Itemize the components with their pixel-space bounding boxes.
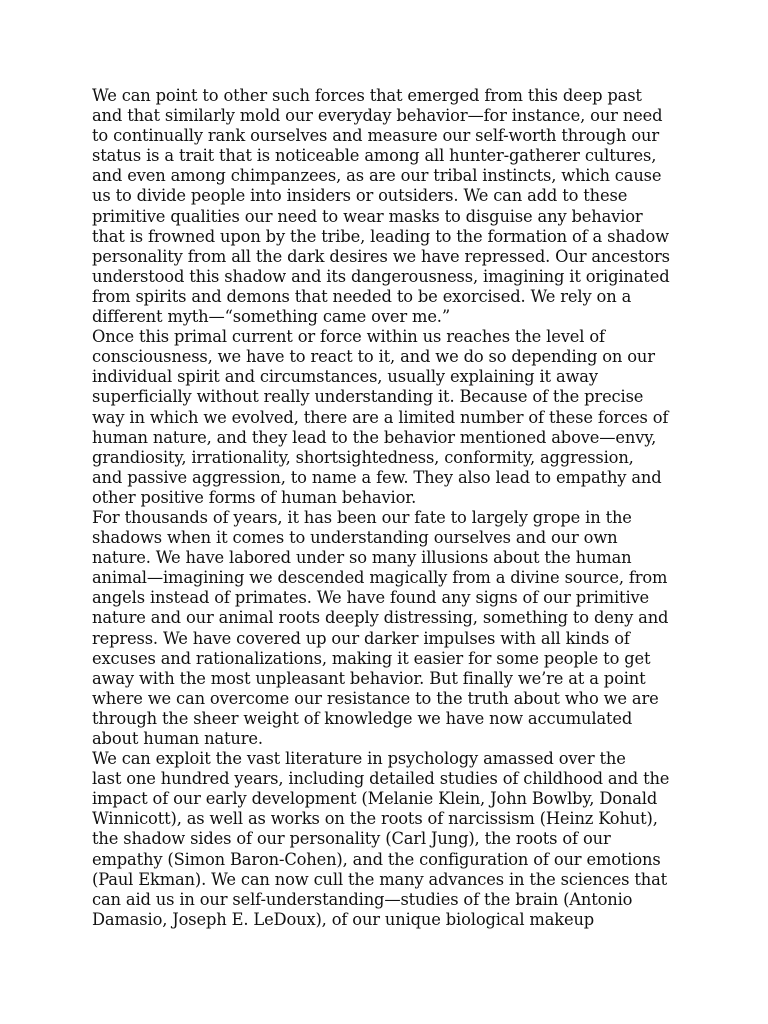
text-line: Damasio, Joseph E. LeDoux), of our unique biological makeup (92, 909, 595, 929)
text-line: nature. We have labored under so many illusions about the human (92, 548, 632, 568)
text-line: different myth—“something came over me.” (92, 307, 450, 327)
text-line: Once this primal current or force within us reaches the level of (92, 327, 605, 347)
text-line: grandiosity, irrationality, shortsightedness, conformity, aggression, (92, 447, 634, 467)
text-line: personality from all the dark desires we have repressed. Our ancestors (92, 246, 670, 266)
text-line: shadows when it comes to understanding ourselves and our own (92, 528, 618, 548)
text-line: that is frowned upon by the tribe, leading to the formation of a shadow (92, 226, 669, 246)
text-line: individual spirit and circumstances, usually explaining it away (92, 367, 598, 387)
text-line: about human nature. (92, 729, 263, 748)
text-line: from spirits and demons that needed to be exorcised. We rely on a (92, 286, 632, 306)
text-line: We can point to other such forces that emerged from this deep past (92, 86, 642, 105)
document-page (92, 86, 692, 930)
text-line: superficially without really understanding it. Because of the precise (92, 387, 644, 407)
text-line: animal—imagining we descended magically from a divine source, from (92, 568, 668, 588)
text-line: away with the most unpleasant behavior. But finally we’re at a point (92, 668, 646, 688)
text-line: For thousands of years, it has been our fate to largely grope in the (92, 507, 632, 527)
text-line: and that similarly mold our everyday behavior—for instance, our need (92, 106, 663, 126)
text-line: consciousness, we have to react to it, and we do so depending on our (92, 347, 655, 367)
text-line: last one hundred years, including detailed studies of childhood and the (92, 769, 670, 789)
text-line: angels instead of primates. We have found any signs of our primitive (92, 588, 650, 608)
text-line: status is a trait that is noticeable among all hunter-gatherer cultures, (92, 146, 657, 166)
text-line: impact of our early development (Melanie Klein, John Bowlby, Donald (92, 789, 658, 809)
text-line: understood this shadow and its dangerousness, imagining it originated (92, 266, 670, 286)
text-line: primitive qualities our need to wear masks to disguise any behavior (92, 206, 643, 226)
text-line: us to divide people into insiders or outsiders. We can add to these (92, 186, 628, 206)
paragraph-1 (92, 86, 692, 327)
text-line: human nature, and they lead to the behavior mentioned above—envy, (92, 427, 657, 447)
text-line: can aid us in our self-understanding—studies of the brain (Antonio (92, 889, 633, 909)
text-line: empathy (Simon Baron-Cohen), and the configuration of our emotions (92, 849, 661, 869)
paragraph-2 (92, 327, 692, 508)
text-line: We can exploit the vast literature in psychology amassed over the (92, 749, 626, 769)
paragraph-4 (92, 749, 692, 930)
text-line: to continually rank ourselves and measure our self-worth through our (92, 126, 659, 146)
text-line: repress. We have covered up our darker impulses with all kinds of (92, 628, 630, 648)
text-line: (Paul Ekman). We can now cull the many advances in the sciences that (92, 869, 668, 889)
text-line: other positive forms of human behavior. (92, 487, 417, 507)
paragraph-3 (92, 508, 692, 749)
text-line: the shadow sides of our personality (Carl Jung), the roots of our (92, 829, 611, 849)
text-line: and passive aggression, to name a few. They also lead to empathy and (92, 467, 662, 487)
text-line: excuses and rationalizations, making it easier for some people to get (92, 648, 651, 668)
text-line: way in which we evolved, there are a limited number of these forces of (92, 407, 669, 427)
text-line: nature and our animal roots deeply distressing, something to deny and (92, 608, 669, 628)
text-line: Winnicott), as well as works on the roots of narcissism (Heinz Kohut), (92, 809, 658, 829)
text-line: through the sheer weight of knowledge we have now accumulated (92, 708, 633, 728)
text-line: and even among chimpanzees, as are our tribal instincts, which cause (92, 166, 662, 186)
text-line: where we can overcome our resistance to the truth about who we are (92, 688, 659, 708)
